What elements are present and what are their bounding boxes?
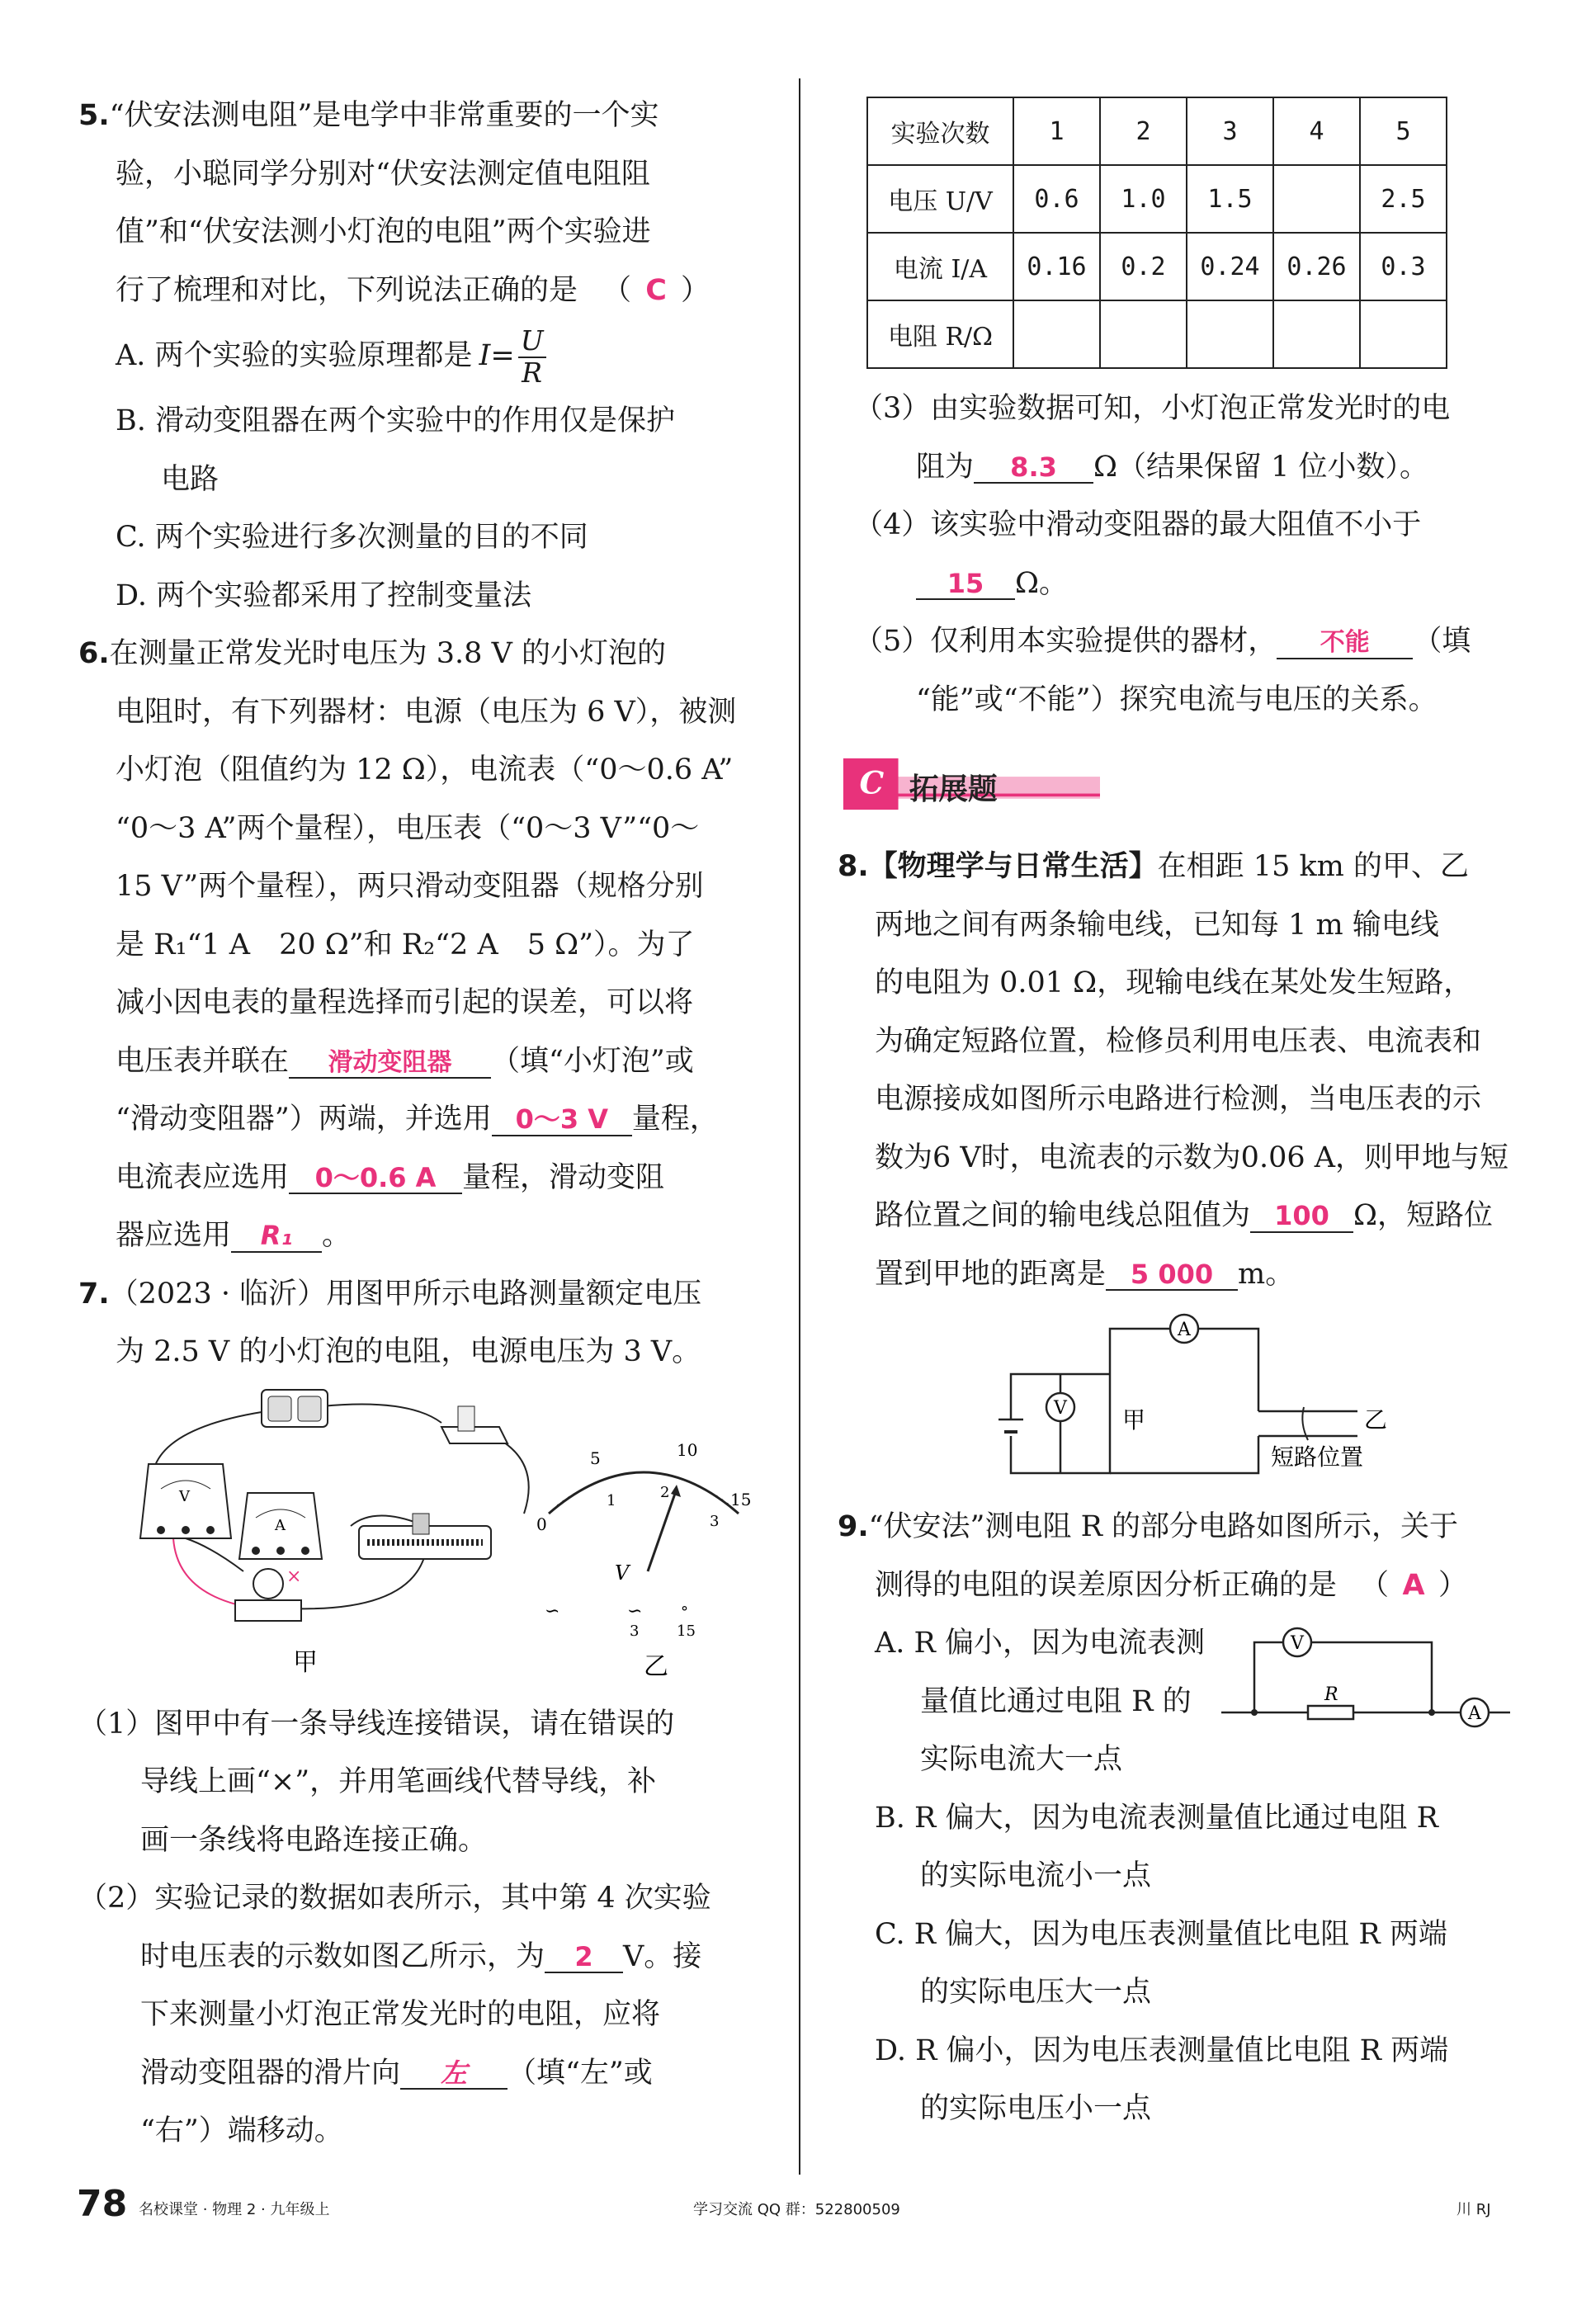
q5-line: 行了梳理和对比，下列说法正确的是 （ C ） <box>78 262 767 320</box>
q7-parts-3-5 <box>854 380 1514 729</box>
q9-option-a-cont: 实际电流大一点 <box>920 1743 1123 1776</box>
q7-wire <box>322 1404 441 1423</box>
q9-option-d: D. R 偏小，因为电压表测量值比电阻 R 两端 <box>875 2034 1449 2067</box>
dial-tick: 2 <box>660 1483 670 1501</box>
q6-text: 电流表应选用 <box>116 1160 290 1194</box>
table-cell <box>1100 300 1187 368</box>
q7-part-2: （2）实验记录的数据如表所示，其中第 4 次实验 <box>78 1882 711 1915</box>
q8-line: 的电阻为 0.01 Ω，现输电线在某处发生短路， <box>875 966 1473 999</box>
page-number: 78 <box>77 2183 128 2225</box>
question-9 <box>838 1498 1510 2138</box>
q8-line: 数为6 V时，电流表的示数为0.06 A，则甲地与短 <box>875 1141 1509 1174</box>
q8-label-yi: 乙 <box>1364 1406 1388 1434</box>
q7-voltmeter-label: V <box>179 1487 190 1505</box>
q9-answer: A <box>1402 1568 1425 1602</box>
q9-ammeter-label: A <box>1468 1703 1481 1724</box>
q7-part-3: （3）由实验数据可知，小灯泡正常发光时的电 <box>854 392 1451 425</box>
q8-line: 为确定短路位置，检修员利用电压表、电流表和 <box>875 1024 1482 1058</box>
q7-answer-resistance: 8.3 <box>974 452 1093 484</box>
q8-voltmeter-label: V <box>1054 1398 1067 1419</box>
qq-group: 学习交流 QQ 群：522800509 <box>693 2201 900 2218</box>
q7-text: （5）仅利用本实验提供的器材， <box>854 625 1277 658</box>
q9-resistor-label: R <box>1324 1684 1338 1705</box>
question-6 <box>78 625 767 1265</box>
q9-resistor <box>1308 1706 1353 1719</box>
table-cell <box>1013 300 1100 368</box>
q8-line: 电源接成如图所示电路进行检测，当电压表的示 <box>875 1083 1482 1116</box>
table-cell <box>1273 300 1360 368</box>
q6-line-11 <box>78 1207 767 1265</box>
q5-option-a-text: A. 两个实验的实验原理都是 <box>116 339 473 372</box>
q7-text: （填“左”或 <box>508 2056 653 2090</box>
q8-line-8 <box>838 1245 1510 1304</box>
q8-short-label: 短路位置 <box>1271 1443 1364 1471</box>
q7-wire <box>499 1439 529 1514</box>
dial-terminal: ∽ <box>545 1600 560 1622</box>
q6-answer-2: 0～3 V <box>492 1104 632 1136</box>
q5-frac-num: U <box>518 326 546 357</box>
dial-tick: 3 <box>710 1512 720 1530</box>
q6-line-9 <box>78 1090 767 1149</box>
table-cell: 0.16 <box>1013 233 1100 300</box>
q7-fig-yi: 乙 <box>644 1651 668 1681</box>
dial-tick: 15 <box>730 1489 752 1509</box>
section-banner <box>819 751 1117 817</box>
table-row <box>867 97 1447 165</box>
q7-part-2-cont: “右”）端移动。 <box>140 2114 343 2147</box>
question-5 <box>78 87 767 625</box>
q8-text: 路位置之间的输电线总阻值为 <box>875 1199 1251 1232</box>
q6-line-8 <box>78 1032 767 1091</box>
q9-option-a-cont: 量值比通过电阻 R 的 <box>920 1684 1192 1718</box>
q7-part-4: （4）该实验中滑动变阻器的最大阻值不小于 <box>854 508 1422 541</box>
q7-number: 7. <box>78 1277 110 1311</box>
table-row <box>867 165 1447 233</box>
edition-label: 川 RJ <box>1456 2201 1491 2218</box>
table-row-label: 电压 U/V <box>867 165 1013 233</box>
dial-tick: 1 <box>607 1491 616 1509</box>
table-cell: 0.3 <box>1360 233 1447 300</box>
q7-dial <box>536 1440 751 1640</box>
q9-line-2: 测得的电阻的误差原因分析正确的是 （ A ） <box>838 1556 1510 1615</box>
q5-option-b-cont: 电路 <box>161 462 220 496</box>
table-cell: 1.0 <box>1100 165 1187 233</box>
table-cell <box>1187 300 1273 368</box>
dial-terminal: ∽ <box>627 1600 643 1622</box>
table-cell: 0.26 <box>1273 233 1360 300</box>
q7-error-mark: × <box>286 1566 302 1587</box>
q7-answer-rmax: 15 <box>916 569 1015 601</box>
q5-option-d: D. 两个实验都采用了控制变量法 <box>116 579 532 612</box>
q8-line: 在相距 15 km 的甲、乙 <box>1157 850 1469 883</box>
dial-tick: 5 <box>590 1448 601 1468</box>
q7-wire <box>289 1555 425 1608</box>
q9-circuit <box>1221 1613 1510 1729</box>
q6-text: 量程，滑动变阻 <box>462 1160 665 1194</box>
section-letter: C <box>859 764 885 801</box>
q6-line-10 <box>78 1149 767 1207</box>
table-cell: 0.2 <box>1100 233 1187 300</box>
table-row-label: 电流 I/A <box>867 233 1013 300</box>
q7-text: 滑动变阻器的滑片向 <box>140 2056 401 2090</box>
q9-option-c-cont: 的实际电压大一点 <box>920 1976 1152 2009</box>
q7-rheostat <box>359 1514 491 1559</box>
q5-line: 值”和“伏安法测小灯泡的电阻”两个实验进 <box>116 215 651 248</box>
q7-bulb <box>235 1566 301 1621</box>
question-8 <box>838 838 1510 1303</box>
left-column <box>78 87 767 2161</box>
q7-wire <box>186 1538 243 1571</box>
q6-line: 15 V”两个量程），两只滑动变阻器（规格分别 <box>116 870 704 903</box>
q5-option-b: B. 滑动变阻器在两个实验中的作用仅是保护 <box>116 404 675 437</box>
q6-text: （填“小灯泡”或 <box>491 1044 694 1078</box>
q6-text: 器应选用 <box>116 1219 232 1252</box>
q9-wire <box>1254 1642 1283 1712</box>
q7-part-2-cont <box>78 1928 767 1986</box>
table-col: 5 <box>1360 97 1447 165</box>
q8-answer-distance: 5 000 <box>1106 1259 1238 1292</box>
q7-text: V。接 <box>623 1939 702 1973</box>
q7-text: Ω（结果保留 1 位小数）。 <box>1093 450 1429 484</box>
q7-figure <box>78 1382 767 1687</box>
table-cell <box>1360 300 1447 368</box>
q7-battery <box>262 1390 328 1427</box>
q7-line: 为 2.5 V 的小灯泡的电阻，电源电压为 3 V。 <box>116 1335 701 1368</box>
q6-text: 量程， <box>631 1103 719 1136</box>
column-divider <box>799 78 800 2175</box>
q5-line-text: 行了梳理和对比，下列说法正确的是 <box>116 273 578 307</box>
q7-part-5 <box>854 612 1514 671</box>
table-cell <box>1273 165 1360 233</box>
q9-option-b: B. R 偏大，因为电流表测量值比通过电阻 R <box>875 1801 1438 1835</box>
q7-data-table <box>866 97 1447 369</box>
q6-answer-1: 滑动变阻器 <box>289 1049 491 1079</box>
q5-number: 5. <box>78 99 110 132</box>
q7-text: （填 <box>1413 625 1471 658</box>
question-7 <box>78 1265 767 1382</box>
q5-fraction <box>518 326 546 388</box>
q6-number: 6. <box>78 637 110 670</box>
q7-part-4-cont <box>854 555 1514 613</box>
table-col: 4 <box>1273 97 1360 165</box>
q8-label-jia: 甲 <box>1122 1406 1146 1434</box>
table-col: 3 <box>1187 97 1273 165</box>
q5-option-c: C. 两个实验进行多次测量的目的不同 <box>116 521 588 554</box>
q7-part-3-cont <box>854 438 1514 497</box>
q6-line: 减小因电表的量程选择而引起的误差，可以将 <box>116 986 694 1019</box>
q9-option-a: A. R 偏小，因为电流表测 <box>875 1627 1206 1660</box>
q7-part-1-cont: 画一条线将电路连接正确。 <box>140 1823 488 1857</box>
q9-option-b-cont: 的实际电流小一点 <box>920 1859 1152 1892</box>
q8-circuit <box>961 1312 1390 1477</box>
q6-answer-4: R₁ <box>231 1221 322 1253</box>
table-col: 1 <box>1013 97 1100 165</box>
q5-answer: C <box>645 273 667 307</box>
q7-switch <box>441 1406 508 1443</box>
q6-text: 电压表并联在 <box>116 1044 290 1078</box>
q9-number: 9. <box>838 1510 869 1543</box>
dial-terminal-label: 3 <box>630 1622 640 1640</box>
book-title: 名校课堂 · 物理 2 · 九年级上 <box>139 2201 330 2218</box>
q8-ammeter-label: A <box>1178 1320 1191 1340</box>
dial-terminal: ° <box>681 1603 688 1621</box>
q8-tag: 【物理学与日常生活】 <box>868 850 1158 883</box>
q7-part-2-cont: 下来测量小灯泡正常发光时的电阻，应将 <box>140 1998 661 2031</box>
q8-text: Ω，短路位 <box>1353 1199 1494 1232</box>
table-cell: 2.5 <box>1360 165 1447 233</box>
table-cell: 0.24 <box>1187 233 1273 300</box>
q8-text: m。 <box>1238 1257 1295 1291</box>
q5-frac-den: R <box>522 356 543 389</box>
question-7-parts <box>78 1695 767 2161</box>
table-row-label: 电阻 R/Ω <box>867 300 1013 368</box>
q6-line: 是 R₁“1 A 20 Ω”和 R₂“2 A 5 Ω”）。为了 <box>116 928 695 961</box>
q9-option-c: C. R 偏大，因为电压表测量值比电阻 R 两端 <box>875 1917 1447 1951</box>
q5-line: 验，小聪同学分别对“伏安法测定值电阻阻 <box>116 157 650 191</box>
q9-text: 测得的电阻的误差原因分析正确的是 <box>875 1568 1338 1602</box>
dial-terminal-label: 15 <box>677 1622 696 1640</box>
q9-voltmeter-label: V <box>1291 1633 1304 1654</box>
table-row <box>867 233 1447 300</box>
table-row <box>867 300 1447 368</box>
table-cell: 1.5 <box>1187 165 1273 233</box>
q6-line: 在测量正常发光时电压为 3.8 V 的小灯泡的 <box>109 637 666 670</box>
section-title: 拓展题 <box>909 772 998 806</box>
q7-text: 阻为 <box>916 450 975 484</box>
q7-ammeter <box>239 1493 322 1559</box>
q8-text: 置到甲地的距离是 <box>875 1257 1107 1291</box>
table-cell: 0.6 <box>1013 165 1100 233</box>
q9-line: “伏安法”测电阻 R 的部分电路如图所示，关于 <box>868 1510 1459 1543</box>
q6-line: “0～3 A”两个量程），电压表（“0～3 V”“0～ <box>116 811 700 845</box>
q7-part-2-cont <box>78 2044 767 2103</box>
dial-tick: 0 <box>536 1514 547 1534</box>
dial-tick: 10 <box>677 1439 698 1460</box>
q7-line: （2023 · 临沂）用图甲所示电路测量额定电压 <box>109 1277 702 1311</box>
q7-text: 时电压表的示数如图乙所示，为 <box>140 1939 545 1973</box>
dial-unit: V <box>615 1561 630 1585</box>
q6-answer-3: 0～0.6 A <box>289 1163 462 1195</box>
q8-answer-resistance: 100 <box>1250 1201 1353 1233</box>
q7-answer-voltage: 2 <box>545 1942 623 1974</box>
q8-line: 两地之间有两条输电线，已知每 1 m 输电线 <box>875 908 1439 942</box>
page-footer <box>0 2183 1591 2232</box>
q7-part-1-cont: 导线上画“×”，并用笔画线代替导线，补 <box>140 1765 657 1798</box>
q6-line: 电阻时，有下列器材：电源（电压为 6 V），被测 <box>116 695 737 729</box>
table-header: 实验次数 <box>867 97 1013 165</box>
q7-text: Ω。 <box>1015 566 1069 600</box>
q6-text: 。 <box>322 1219 352 1252</box>
table-col: 2 <box>1100 97 1187 165</box>
q7-answer-can: 不能 <box>1277 629 1413 659</box>
q7-answer-direction: 左 <box>400 2058 508 2090</box>
q7-ammeter-label: A <box>275 1516 286 1534</box>
q5-option-a <box>78 319 767 392</box>
q7-part-5-cont: “能”或“不能”）探究电流与电压的关系。 <box>916 683 1438 716</box>
q9-option-d-cont: 的实际电压小一点 <box>920 2092 1152 2125</box>
q7-voltmeter <box>140 1464 231 1538</box>
q5-line: “伏安法测电阻”是电学中非常重要的一个实 <box>109 99 659 132</box>
q7-part-1: （1）图甲中有一条导线连接错误，请在错误的 <box>78 1707 675 1741</box>
q6-text: “滑动变阻器”）两端，并选用 <box>116 1103 492 1136</box>
q7-fig-jia: 甲 <box>293 1647 318 1677</box>
q6-line: 小灯泡（阻值约为 12 Ω），电流表（“0～0.6 A” <box>116 753 734 786</box>
q8-line-7 <box>838 1187 1510 1245</box>
q5-formula: I= <box>479 339 515 372</box>
q8-number: 8. <box>838 850 869 883</box>
